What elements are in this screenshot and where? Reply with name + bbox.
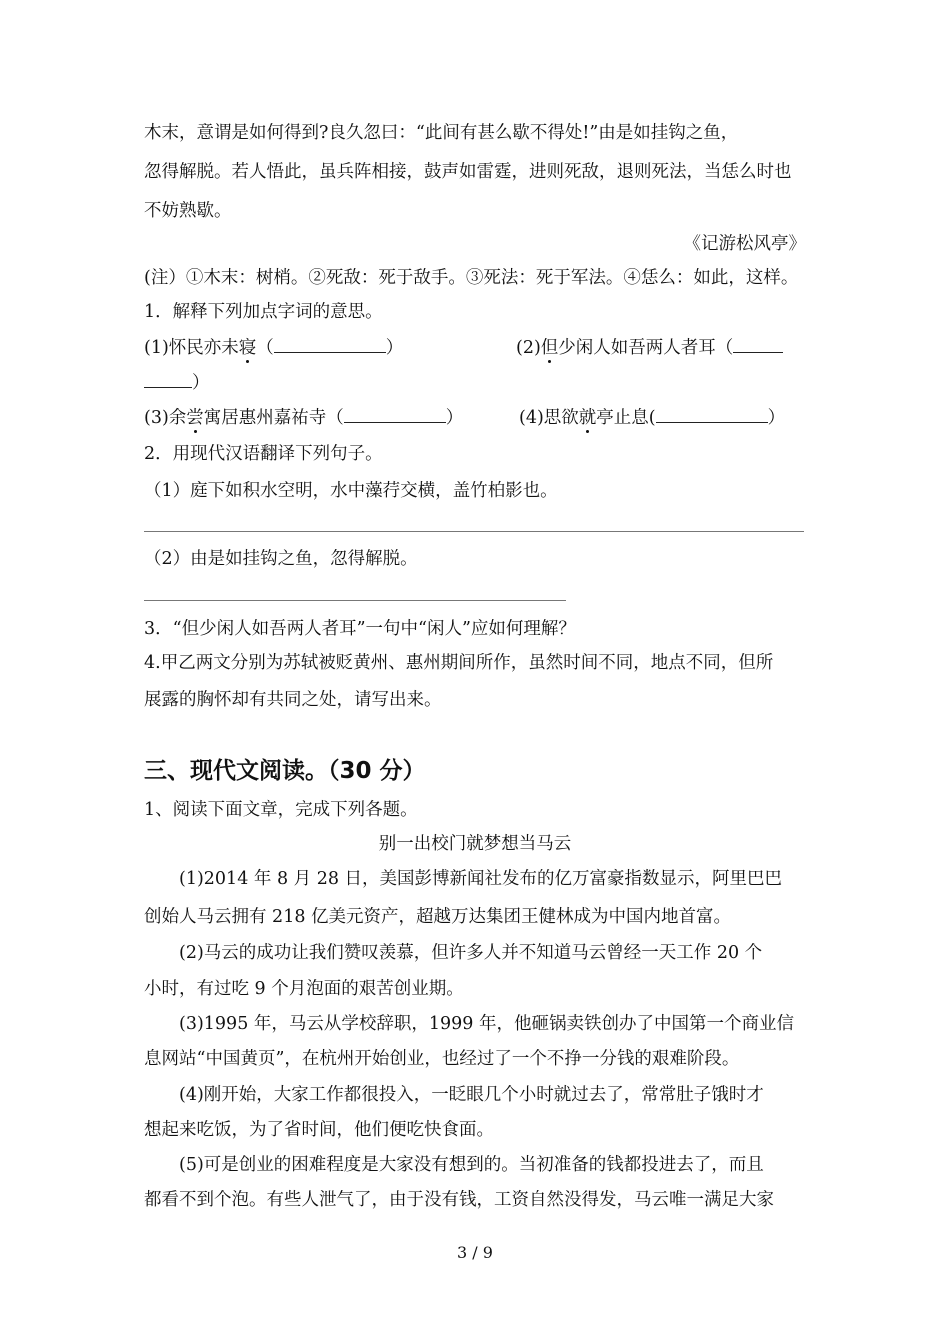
- article-paragraph-line: (5)可是创业的困难程度是大家没有想到的。当初准备的钱都投进去了，而且: [179, 1155, 764, 1175]
- question-1-item-4: [519, 406, 785, 430]
- question-1-item-1: [144, 336, 403, 360]
- dotted-char: 寝: [238, 338, 257, 358]
- close-paren: ）: [767, 408, 786, 428]
- item-2-num: (2): [516, 338, 541, 358]
- question-1-item-2-cont: [144, 371, 210, 395]
- article-title: 别一出校门就梦想当马云: [378, 834, 572, 854]
- question-1-stem: 1．解释下列加点字词的意思。: [144, 302, 383, 322]
- article-paragraph-line: (1)2014 年 8 月 28 日，美国彭博新闻社发布的亿万富豪指数显示，阿里巴巴: [179, 869, 783, 889]
- close-paren: ）: [385, 338, 404, 358]
- section-3-instruction: 1、阅读下面文章，完成下列各题。: [144, 800, 418, 820]
- article-paragraph-line: 想起来吃饭，为了省时间，他们便吃快食面。: [144, 1120, 494, 1140]
- answer-blank[interactable]: [733, 336, 783, 353]
- page-number: 3 / 9: [457, 1243, 493, 1262]
- passage-line-1: 木末，意谓是如何得到?良久忽曰：“此间有甚么歇不得处!”由是如挂钩之鱼，: [144, 123, 739, 143]
- article-paragraph-line: 息网站“中国黄页”，在杭州开始创业，也经过了一个不挣一分钱的艰难阶段。: [144, 1049, 740, 1069]
- answer-blank[interactable]: [144, 371, 192, 388]
- question-4-line-2: 展露的胸怀却有共同之处，请写出来。: [144, 690, 442, 710]
- passage-note: (注）①木末：树梢。②死敌：死于敌手。③死法：死于军法。④恁么：如此，这样。: [144, 268, 799, 288]
- open-paren: （: [256, 338, 274, 358]
- item-3-num: (3)余: [144, 408, 187, 428]
- passage-line-2: 忽得解脱。若人悟此，虽兵阵相接，鼓声如雷霆，进则死敌，退则死法，当恁么时也: [144, 162, 792, 182]
- article-paragraph-line: (3)1995 年，马云从学校辞职，1999 年，他砸锅卖铁创办了中国第一个商业信: [179, 1014, 794, 1034]
- question-1-item-3: [144, 406, 463, 430]
- article-paragraph-line: 创始人马云拥有 218 亿美元资产，超越万达集团王健林成为中国内地首富。: [144, 907, 732, 927]
- article-paragraph-line: 小时，有过吃 9 个月泡面的艰苦创业期。: [144, 979, 464, 999]
- dotted-char: 就: [578, 408, 597, 428]
- item-4-num: (4)思欲: [519, 408, 579, 428]
- dotted-char: 但: [540, 338, 559, 358]
- article-paragraph-line: (4)刚开始，大家工作都很投入，一眨眼几个小时就过去了，常常肚子饿时才: [179, 1085, 764, 1105]
- question-3: 3．“但少闲人如吾两人者耳”一句中“闲人”应如何理解？: [144, 619, 576, 639]
- answer-line-2[interactable]: [144, 600, 566, 601]
- answer-blank[interactable]: [656, 406, 768, 423]
- item-1-text: (1)怀民亦未: [144, 338, 239, 358]
- question-2-sentence-1: （1）庭下如积水空明，水中藻荇交横，盖竹柏影也。: [144, 481, 558, 501]
- section-3-heading: 三、现代文阅读。（30 分）: [144, 758, 426, 784]
- item-3-text: 寓居惠州嘉祐寺（: [203, 408, 344, 428]
- item-2-text: 少闲人如吾两人者耳（: [558, 338, 734, 358]
- article-paragraph-line: 都看不到个泡。有些人泄气了，由于没有钱，工资自然没得发，马云唯一满足大家: [144, 1190, 774, 1210]
- item-4-text: 亭止息(: [596, 408, 656, 428]
- answer-line-1[interactable]: [144, 531, 804, 532]
- question-4-line-1: 4.甲乙两文分别为苏轼被贬黄州、惠州期间所作，虽然时间不同，地点不同，但所: [144, 653, 774, 673]
- question-2-sentence-2: （2）由是如挂钩之鱼，忽得解脱。: [144, 549, 418, 569]
- dotted-char: 尝: [186, 408, 204, 428]
- question-1-item-2: [516, 336, 783, 360]
- passage-source: 《记游松风亭》: [683, 234, 806, 254]
- article-paragraph-line: (2)马云的成功让我们赞叹羡慕，但许多人并不知道马云曾经一天工作 20 个: [179, 943, 763, 963]
- close-paren: ）: [192, 373, 210, 393]
- answer-blank[interactable]: [274, 336, 386, 353]
- question-2-stem: 2．用现代汉语翻译下列句子。: [144, 444, 383, 464]
- close-paren: ）: [445, 408, 464, 428]
- answer-blank[interactable]: [344, 406, 446, 423]
- passage-line-3: 不妨熟歇。: [144, 201, 232, 221]
